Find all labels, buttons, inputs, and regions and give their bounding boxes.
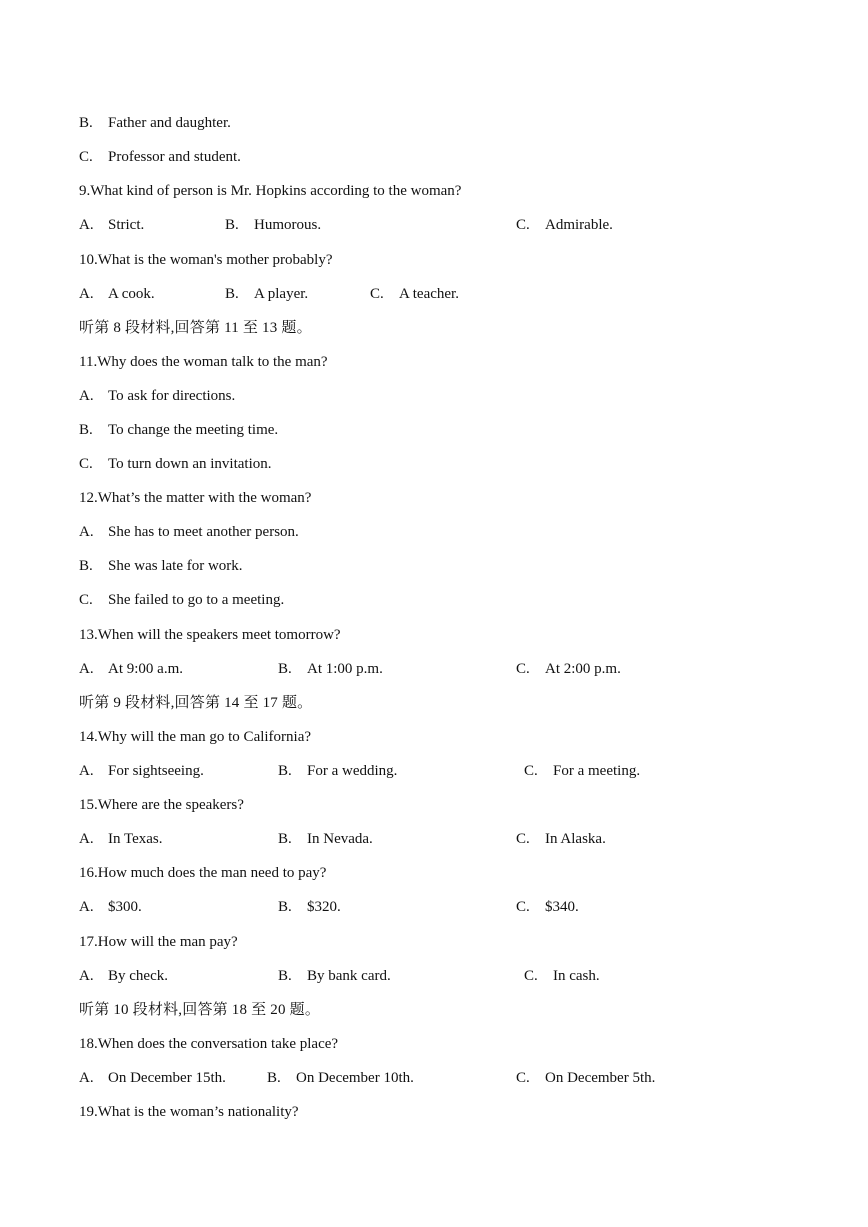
answer-option <box>516 215 613 235</box>
question-text: 9.What kind of person is Mr. Hopkins according to the woman? <box>79 183 462 199</box>
option-letter: C. <box>516 1070 530 1086</box>
option-text: She was late for work. <box>108 558 243 574</box>
option-letter: A. <box>79 1070 94 1086</box>
answer-option <box>79 590 284 610</box>
answer-option <box>79 147 241 167</box>
option-letter: A. <box>79 968 94 984</box>
option-text: Professor and student. <box>108 149 241 165</box>
answer-option <box>79 897 142 917</box>
answer-option <box>79 761 204 781</box>
option-letter: A. <box>79 388 94 404</box>
answer-option <box>278 761 397 781</box>
question-text: 12.What’s the matter with the woman? <box>79 490 312 506</box>
option-letter: B. <box>79 422 93 438</box>
option-text: She failed to go to a meeting. <box>108 592 285 608</box>
option-text: By bank card. <box>307 968 391 984</box>
option-letter: A. <box>79 763 94 779</box>
section-heading: 听第 8 段材料,回答第 11 至 13 题。 <box>79 320 312 336</box>
section-heading: 听第 10 段材料,回答第 18 至 20 题。 <box>79 1002 321 1018</box>
option-letter: C. <box>516 831 530 847</box>
answer-option <box>79 284 155 304</box>
question-text: 17.How will the man pay? <box>79 934 238 950</box>
option-letter: A. <box>79 217 94 233</box>
option-text: Strict. <box>108 217 145 233</box>
option-text: Admirable. <box>545 217 613 233</box>
question-text: 13.When will the speakers meet tomorrow? <box>79 627 341 643</box>
option-text: A cook. <box>108 286 155 302</box>
option-text: For sightseeing. <box>108 763 204 779</box>
option-letter: C. <box>516 899 530 915</box>
option-letter: B. <box>278 968 292 984</box>
option-text: To change the meeting time. <box>108 422 279 438</box>
question-text: 14.Why will the man go to California? <box>79 729 312 745</box>
answer-option <box>225 284 308 304</box>
answer-option <box>79 556 243 576</box>
answer-option <box>516 829 606 849</box>
option-text: By check. <box>108 968 168 984</box>
answer-option <box>278 829 373 849</box>
answer-option <box>79 829 163 849</box>
question-text: 10.What is the woman's mother probably? <box>79 252 333 268</box>
option-letter: B. <box>278 763 292 779</box>
answer-option <box>516 659 621 679</box>
option-letter: B. <box>278 661 292 677</box>
option-text: At 1:00 p.m. <box>307 661 383 677</box>
question-text: 19.What is the woman’s nationality? <box>79 1104 299 1120</box>
option-letter: B. <box>79 115 93 131</box>
option-text: Father and daughter. <box>108 115 231 131</box>
answer-option <box>516 1068 655 1088</box>
option-letter: B. <box>278 831 292 847</box>
option-letter: C. <box>524 763 538 779</box>
answer-option <box>79 386 235 406</box>
option-text: To ask for directions. <box>108 388 236 404</box>
answer-option <box>79 966 168 986</box>
option-letter: C. <box>524 968 538 984</box>
answer-option <box>225 215 321 235</box>
answer-option <box>524 761 640 781</box>
option-text: $300. <box>108 899 142 915</box>
option-text: In Alaska. <box>545 831 606 847</box>
question-text: 18.When does the conversation take place? <box>79 1036 339 1052</box>
answer-option <box>79 659 183 679</box>
option-letter: A. <box>79 524 94 540</box>
option-letter: B. <box>278 899 292 915</box>
option-text: On December 5th. <box>545 1070 656 1086</box>
option-text: In Texas. <box>108 831 163 847</box>
option-text: In cash. <box>553 968 600 984</box>
answer-option <box>278 659 383 679</box>
option-letter: C. <box>79 149 93 165</box>
option-text: For a wedding. <box>307 763 398 779</box>
question-text: 16.How much does the man need to pay? <box>79 865 327 881</box>
answer-option <box>79 1068 226 1088</box>
option-text: At 9:00 a.m. <box>108 661 183 677</box>
option-text: Humorous. <box>254 217 322 233</box>
option-text: $320. <box>307 899 341 915</box>
option-text: To turn down an invitation. <box>108 456 272 472</box>
option-letter: C. <box>79 456 93 472</box>
answer-option <box>278 897 341 917</box>
option-letter: C. <box>516 217 530 233</box>
option-letter: B. <box>225 286 239 302</box>
option-letter: C. <box>79 592 93 608</box>
option-letter: B. <box>79 558 93 574</box>
answer-option <box>79 215 144 235</box>
option-text: A player. <box>254 286 309 302</box>
question-text: 15.Where are the speakers? <box>79 797 244 813</box>
answer-option <box>278 966 391 986</box>
option-text: For a meeting. <box>553 763 641 779</box>
option-text: She has to meet another person. <box>108 524 299 540</box>
answer-option <box>516 897 579 917</box>
option-text: On December 10th. <box>296 1070 414 1086</box>
option-letter: B. <box>225 217 239 233</box>
question-text: 11.Why does the woman talk to the man? <box>79 354 328 370</box>
answer-option <box>524 966 600 986</box>
answer-option <box>79 454 272 474</box>
option-text: A teacher. <box>399 286 459 302</box>
option-letter: B. <box>267 1070 281 1086</box>
answer-option <box>267 1068 414 1088</box>
answer-option <box>79 113 231 133</box>
option-letter: A. <box>79 899 94 915</box>
option-letter: C. <box>516 661 530 677</box>
section-heading: 听第 9 段材料,回答第 14 至 17 题。 <box>79 695 313 711</box>
answer-option <box>370 284 459 304</box>
answer-option <box>79 522 299 542</box>
option-letter: A. <box>79 661 94 677</box>
option-letter: A. <box>79 831 94 847</box>
option-letter: C. <box>370 286 384 302</box>
option-letter: A. <box>79 286 94 302</box>
option-text: On December 15th. <box>108 1070 226 1086</box>
option-text: In Nevada. <box>307 831 373 847</box>
answer-option <box>79 420 278 440</box>
option-text: $340. <box>545 899 579 915</box>
option-text: At 2:00 p.m. <box>545 661 621 677</box>
